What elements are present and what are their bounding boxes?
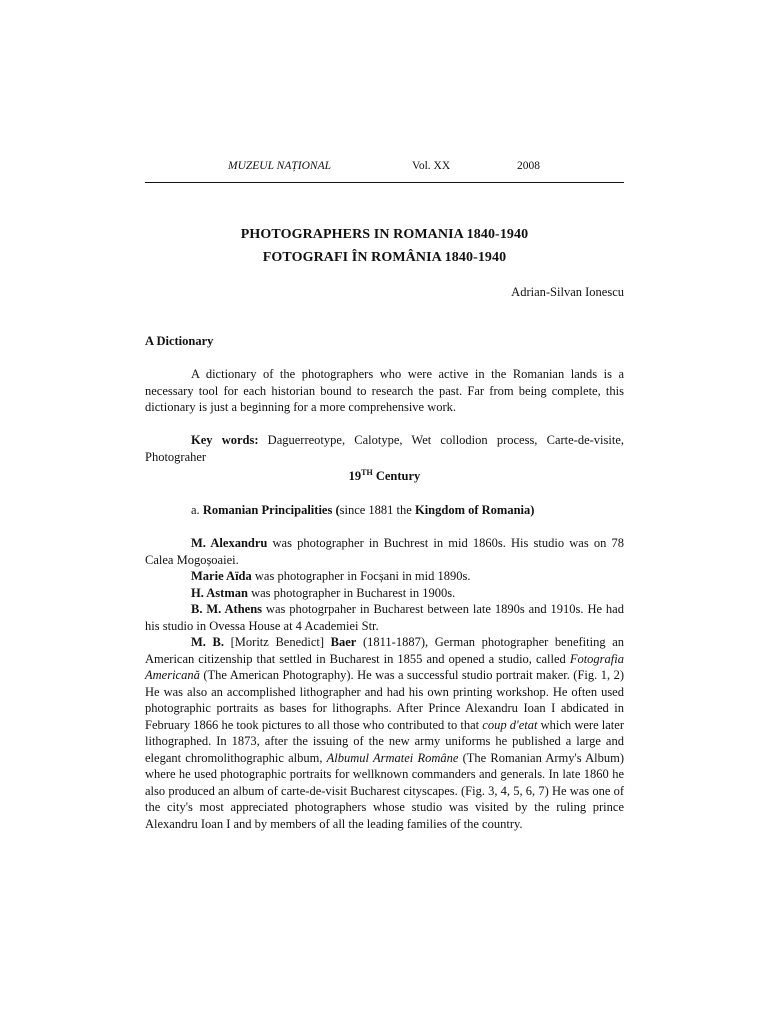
entry-italic-3: Albumul Armatei Române (326, 750, 459, 765)
century-heading (145, 468, 624, 484)
subsection-plain: since 1881 the (339, 503, 415, 517)
section-heading: A Dictionary (145, 334, 214, 348)
subsection-line (145, 502, 624, 519)
title-english: PHOTOGRAPHERS IN ROMANIA 1840-1940 (240, 227, 529, 242)
entry-bracket-name: [Moritz Benedict] (224, 635, 331, 649)
dictionary-entry-baer (145, 634, 624, 832)
subsection-bold-2: Kingdom of Romania) (414, 503, 535, 517)
entry-name: Baer (330, 635, 357, 649)
entry-text-1: (1811-1887), German photographer benefiting an American citizenship that settled in Bucharest in 1855 and opened a studio, called (145, 635, 625, 666)
author-name: Adrian-Silvan Ionescu (511, 285, 624, 299)
dictionary-entries (145, 535, 624, 832)
abstract-text: A dictionary of the photographers who were active in the Romanian lands is a necessary tool for each historian bound to research the past. Far from being complete, this dictionary is just a beginning for a more comprehensive work. (145, 367, 624, 414)
keywords-paragraph (145, 432, 624, 465)
dictionary-entry (145, 568, 624, 585)
entry-text-4: (The Romanian Army's Album) where he used photographic portraits for wellknown commanders and generals. In late 1860 he also produced an album of carte-de-visit Bucharest cityscapes. (Fig. 3, 4, 5, 6, 7) He was one of the city's most appreciated photographers whose studio was visited by the ruling prince Alexandru Ioan I and by members of all the leading families of the country. (145, 750, 625, 831)
entry-text-2: (The American Photography). He was a successful studio portrait maker. (Fig. 1, 2) He was also an accomplished lithographer and had his own printing workshop. He often used photographic portraits as bases for lithographs. After Prince Alexandru Ioan I abdicated in February 1866 he took pictures to all those who contributed to that (145, 668, 624, 732)
keywords-label: Key words: (191, 433, 259, 447)
entry-initials: M. B. (191, 635, 225, 649)
century-number: 19 (348, 469, 362, 484)
century-word: Century (372, 469, 421, 484)
volume-number: Vol. XX (412, 160, 451, 172)
keywords-text: Daguerreotype, Calotype, Wet collodion process, Carte-de-visite, Photograher (145, 433, 624, 464)
entry-name: Marie Aïda (191, 569, 252, 583)
subsection-bold-1: Romanian Principalities ( (202, 503, 340, 517)
dictionary-entry (145, 601, 624, 634)
entry-italic-2: coup d'etat (482, 717, 538, 732)
subsection-prefix: a. (191, 503, 203, 517)
entry-text: was photogrpaher in Bucharest between late 1890s and 1910s. He had his studio in Ovessa House at 4 Academiei Str. (145, 602, 624, 633)
dictionary-entry (145, 535, 624, 568)
century-suffix: TH (361, 468, 373, 477)
entry-name: M. Alexandru (191, 536, 268, 550)
subsection-heading (145, 502, 624, 519)
publication-year: 2008 (517, 160, 540, 172)
dictionary-entry (145, 585, 624, 602)
entry-text: was photographer in Buchrest in mid 1860s. His studio was on 78 Calea Mogoșoaiei. (145, 536, 624, 567)
abstract (145, 366, 624, 416)
entry-text: was photographer in Focșani in mid 1890s. (251, 569, 471, 583)
entry-text-3: which were later lithographed. In 1873, after the issuing of the new army uniforms he published a large and elegant chromolithographic album, (145, 717, 624, 765)
entry-italic-1: Fotografia Americană (145, 651, 624, 682)
entry-name: B. M. Athens (191, 602, 263, 616)
entry-text: was photographer in Bucharest in 1900s. (247, 585, 456, 600)
title-romanian: FOTOGRAFI ÎN ROMÂNIA 1840-1940 (262, 250, 507, 265)
keywords (145, 432, 624, 465)
journal-name: MUZEUL NAȚIONAL (228, 160, 331, 172)
entry-name: H. Astman (191, 585, 248, 600)
running-header (145, 160, 624, 180)
header-divider (145, 182, 624, 183)
